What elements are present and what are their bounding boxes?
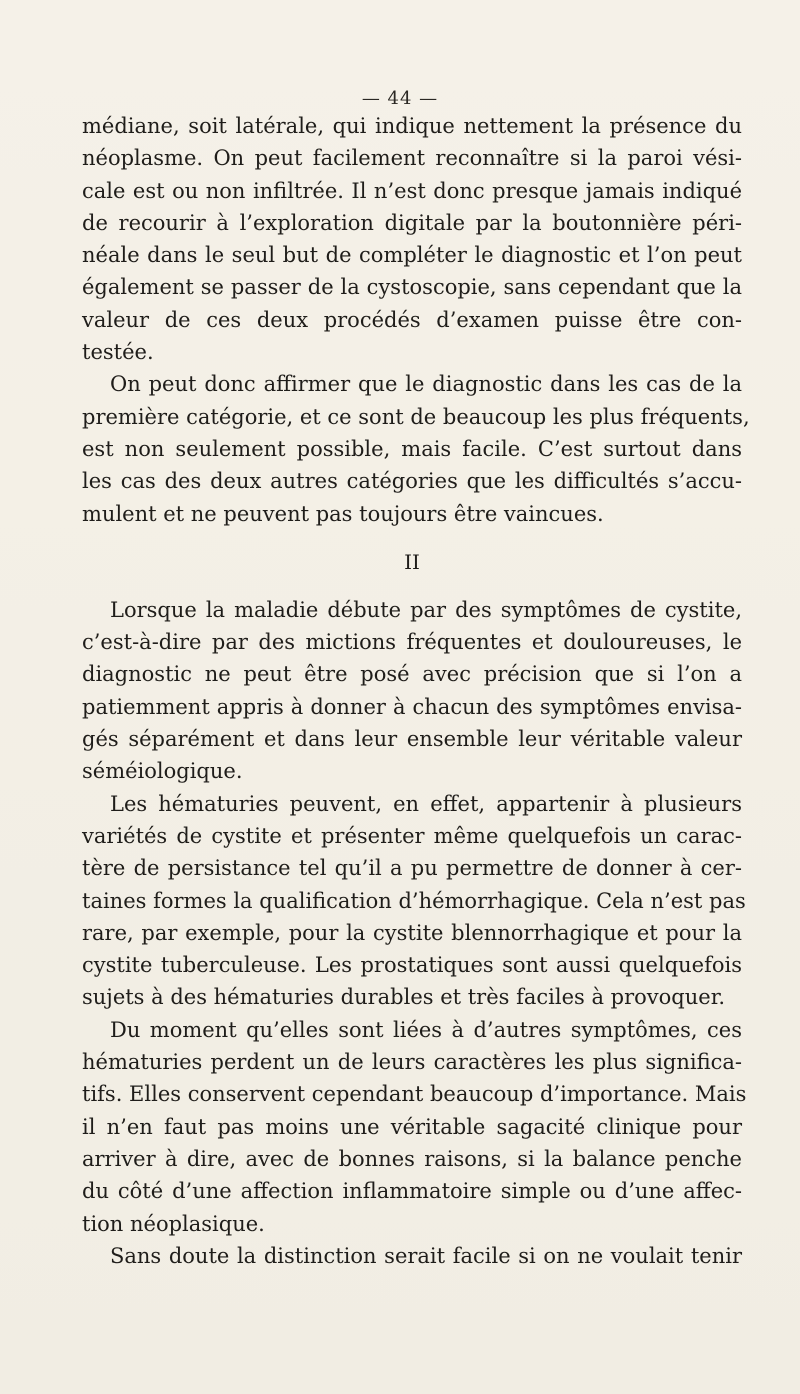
text-line: Sans doute la distinction serait facile si on ne voulait tenir <box>110 1243 742 1268</box>
text-line: cystite tuberculeuse. Les prostatiques sont aussi quelquefois <box>82 953 742 978</box>
text-line: Lorsque la maladie débute par des symptômes de cystite, <box>110 597 742 622</box>
text-line: sujets à des hématuries durables et très faciles à provoquer. <box>82 985 726 1010</box>
text-line: gés séparément et dans leur ensemble leur véritable valeur <box>82 727 742 752</box>
text-line: patiemment appris à donner à chacun des symptômes envisa- <box>82 694 742 719</box>
text-line: arriver à dire, avec de bonnes raisons, si la balance penche <box>82 1146 742 1171</box>
text-line: médiane, soit latérale, qui indique nettement la présence du <box>82 114 742 138</box>
text-line: valeur de ces deux procédés d’examen puisse être con- <box>82 307 742 332</box>
text-line: de recourir à l’exploration digitale par la boutonnière péri- <box>82 210 742 235</box>
text-line: les cas des deux autres catégories que les difficultés s’accu- <box>82 469 742 494</box>
paragraph <box>82 788 746 1014</box>
paragraph <box>82 1240 742 1272</box>
text-line: cale est ou non infiltrée. Il n’est donc presque jamais indiqué <box>82 178 742 203</box>
text-line: première catégorie, et ce sont de beaucoup les plus fréquents, <box>82 404 750 429</box>
text-line: tère de persistance tel qu’il a pu permettre de donner à cer- <box>82 856 742 881</box>
page-number: — 44 — <box>361 88 439 109</box>
text-line: est non seulement possible, mais facile. C’est surtout dans <box>82 436 742 461</box>
text-line: Les hématuries peuvent, en effet, appartenir à plusieurs <box>110 791 742 816</box>
text-line: Du moment qu’elles sont liées à d’autres symptômes, ces <box>110 1017 742 1042</box>
text-line: variétés de cystite et présenter même quelquefois un carac- <box>82 823 742 848</box>
text-line: également se passer de la cystoscopie, sans cependant que la <box>82 275 742 300</box>
page-body <box>82 110 750 1272</box>
text-line: mulent et ne peuvent pas toujours être vaincues. <box>82 501 604 526</box>
text-line: du côté d’une affection inflammatoire simple ou d’une affec- <box>82 1179 742 1204</box>
text-line: il n’en faut pas moins une véritable sagacité clinique pour <box>82 1114 742 1139</box>
paragraph <box>82 594 742 788</box>
paragraph <box>82 368 750 529</box>
text-line: taines formes la qualification d’hémorrhagique. Cela n’est pas <box>82 888 746 913</box>
text-line: séméiologique. <box>82 759 243 784</box>
text-line: néoplasme. On peut facilement reconnaître si la paroi vési- <box>82 146 742 171</box>
text-line: néale dans le seul but de compléter le diagnostic et l’on peut <box>82 243 742 268</box>
text-line: c’est-à-dire par des mictions fréquentes et douloureuses, le <box>82 630 742 655</box>
text-line: hématuries perdent un de leurs caractères les plus significa- <box>82 1050 742 1075</box>
text-line: tion néoplasique. <box>82 1211 265 1236</box>
paragraph <box>82 1014 747 1240</box>
text-line: testée. <box>82 340 154 365</box>
text-line: On peut donc affirmer que le diagnostic dans les cas de la <box>110 372 742 397</box>
text-line: diagnostic ne peut être posé avec précision que si l’on a <box>82 662 742 687</box>
paragraph <box>82 110 742 368</box>
text-line: tifs. Elles conservent cependant beaucoup d’importance. Mais <box>82 1082 747 1107</box>
text-line: rare, par exemple, pour la cystite blennorrhagique et pour la <box>82 920 742 945</box>
section-heading: II <box>404 549 420 574</box>
